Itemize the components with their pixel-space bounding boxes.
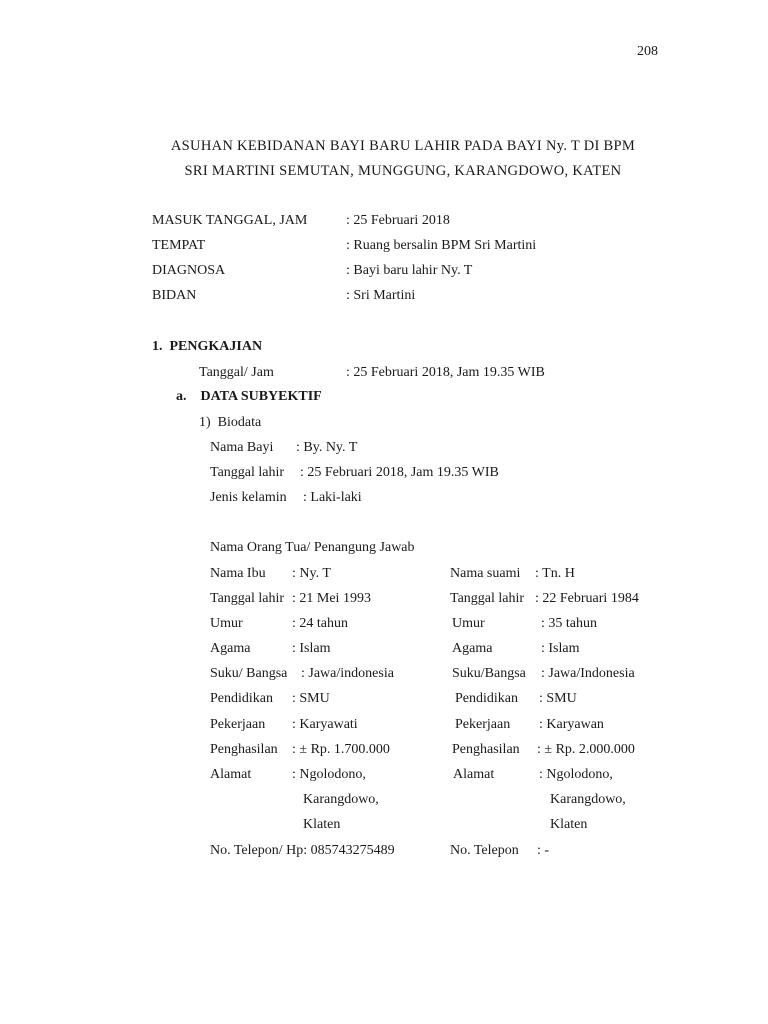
baby-birth-label: Tanggal lahir	[210, 465, 285, 480]
document-title-line2: SRI MARTINI SEMUTAN, MUNGGUNG, KARANGDOWO, KATEN	[184, 163, 622, 179]
mother-label: Penghasilan	[210, 742, 278, 757]
father-label: Agama	[452, 641, 493, 656]
mother-label: Suku/ Bangsa	[210, 666, 288, 681]
father-label: Alamat	[453, 767, 495, 782]
mother-label: Umur	[210, 616, 243, 631]
father-phone-label: No. Telepon	[450, 843, 519, 858]
father-label: Umur	[452, 616, 485, 631]
subsection-heading-data-subyektif: a. DATA SUBYEKTIF	[176, 389, 322, 404]
mother-label: Agama	[210, 641, 251, 656]
baby-sex-value: : Laki-laki	[303, 490, 362, 505]
mother-label: Alamat	[210, 767, 252, 782]
header-label-bidan: BIDAN	[152, 288, 197, 303]
mother-address-line: Klaten	[303, 817, 341, 832]
baby-name-label: Nama Bayi	[210, 440, 274, 455]
father-label: Suku/Bangsa	[452, 666, 526, 681]
father-address-line: Klaten	[550, 817, 588, 832]
father-label: Nama suami	[450, 566, 521, 581]
header-value-diagnosa: : Bayi baru lahir Ny. T	[346, 263, 473, 278]
father-value: : Jawa/Indonesia	[541, 666, 635, 681]
item-biodata: 1) Biodata	[199, 415, 262, 430]
header-label-masuk: MASUK TANGGAL, JAM	[152, 213, 308, 228]
father-value: : Islam	[541, 641, 580, 656]
father-value: : SMU	[539, 691, 577, 706]
father-value: : 35 tahun	[541, 616, 597, 631]
mother-value: : Ngolodono,	[292, 767, 366, 782]
header-value-tempat: : Ruang bersalin BPM Sri Martini	[346, 238, 537, 253]
mother-value: : 24 tahun	[292, 616, 348, 631]
assessment-date-value: : 25 Februari 2018, Jam 19.35 WIB	[346, 365, 545, 380]
mother-label: Nama Ibu	[210, 566, 266, 581]
mother-value: : 21 Mei 1993	[292, 591, 371, 606]
father-value: : ± Rp. 2.000.000	[537, 742, 635, 757]
baby-birth-value: : 25 Februari 2018, Jam 19.35 WIB	[300, 465, 499, 480]
assessment-date-label: Tanggal/ Jam	[199, 365, 274, 380]
header-value-masuk: : 25 Februari 2018	[346, 213, 450, 228]
baby-name-value: : By. Ny. T	[296, 440, 358, 455]
parents-heading: Nama Orang Tua/ Penangung Jawab	[210, 540, 415, 555]
page-number: 208	[637, 44, 658, 59]
mother-label: Pendidikan	[210, 691, 273, 706]
mother-value: : Islam	[292, 641, 331, 656]
mother-value: : Karyawati	[292, 717, 358, 732]
mother-label: Pekerjaan	[210, 717, 266, 732]
header-label-tempat: TEMPAT	[152, 238, 206, 253]
baby-sex-label: Jenis kelamin	[210, 490, 287, 505]
father-label: Tanggal lahir	[450, 591, 525, 606]
document-title-line1: ASUHAN KEBIDANAN BAYI BARU LAHIR PADA BAYI Ny. T DI BPM	[170, 138, 636, 154]
father-phone-value: : -	[537, 843, 550, 858]
father-value: : Ngolodono,	[539, 767, 613, 782]
header-label-diagnosa: DIAGNOSA	[152, 263, 226, 278]
father-label: Penghasilan	[452, 742, 520, 757]
mother-value: : Ny. T	[292, 566, 331, 581]
mother-label: Tanggal lahir	[210, 591, 285, 606]
father-address-line: Karangdowo,	[550, 792, 626, 807]
father-value: : 22 Februari 1984	[535, 591, 639, 606]
father-value: : Tn. H	[535, 566, 575, 581]
section-heading-pengkajian: 1. PENGKAJIAN	[152, 339, 263, 354]
mother-phone: No. Telepon/ Hp: 085743275489	[210, 843, 395, 858]
mother-value: : ± Rp. 1.700.000	[292, 742, 390, 757]
father-value: : Karyawan	[539, 717, 604, 732]
mother-address-line: Karangdowo,	[303, 792, 379, 807]
mother-value: : SMU	[292, 691, 330, 706]
father-label: Pendidikan	[455, 691, 518, 706]
father-label: Pekerjaan	[455, 717, 511, 732]
mother-value: : Jawa/indonesia	[301, 666, 394, 681]
header-value-bidan: : Sri Martini	[346, 288, 416, 303]
